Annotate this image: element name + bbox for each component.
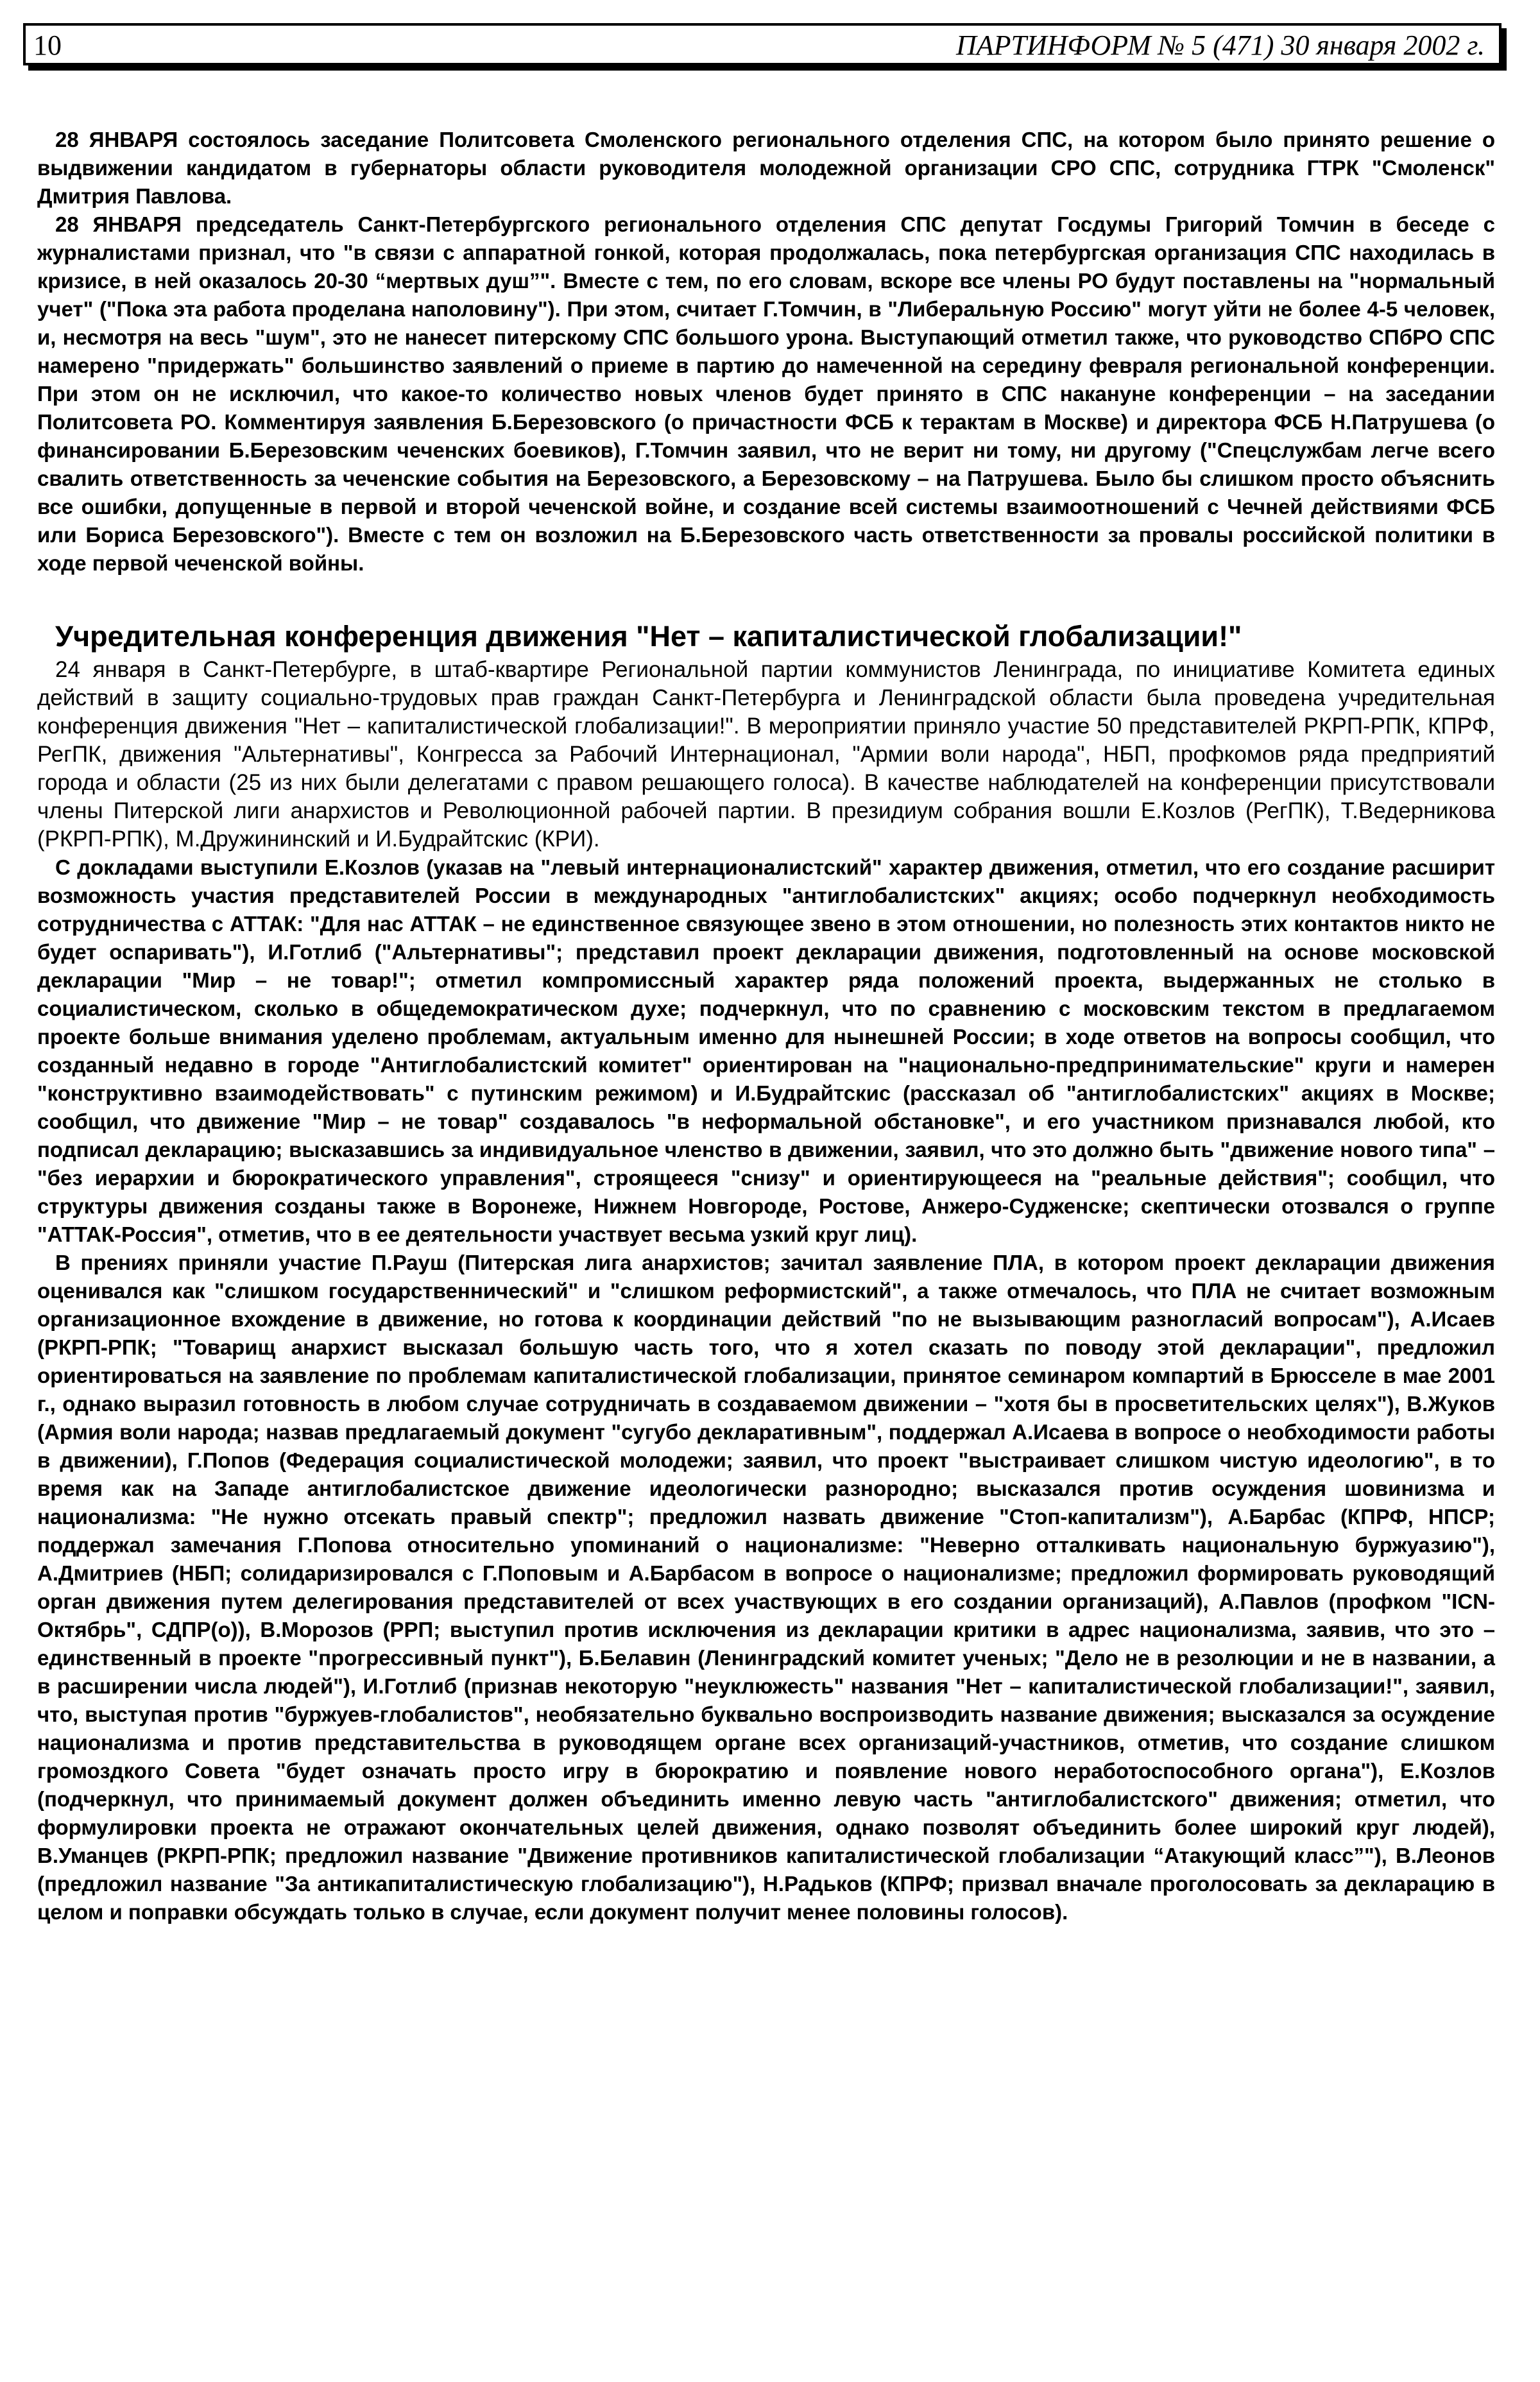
news-item-spb-tomchin: 28 ЯНВАРЯ председатель Санкт-Петербургского регионального отделения СПС депутат Госдумы Григорий Томчин в беседе с журналистами признал, что "в связи с аппаратной гонкой, которая продолжалась, пока петербургская организация СПС находилась в кризисе, в ней оказалось 20-30 “мертвых душ”". Вместе с тем, по его словам, вскоре все члены РО будут поставлены на "нормальный учет" ("Пока эта работа проделана наполовину"). При этом, считает Г.Томчин, в "Либеральную Россию" могут уйти не более 4-5 человек, и, несмотря на весь "шум", это не нанесет питерскому СПС большого урона. Выступающий отметил также, что руководство СПбРО СПС намерено "придержать" большинство заявлений о приеме в партию до намеченной на середину февраля региональной конференции. При этом он не исключил, что какое-то количество новых членов будет принято в СПС накануне конференции – на заседании Политсовета РО. Комментируя заявления Б.Березовского (о причастности ФСБ к терактам в Москве) и директора ФСБ Н.Патрушева (о финансировании Б.Березовским чеченских боевиков), Г.Томчин заявил, что не верит ни тому, ни другому ("Спецслужбам легче всего свалить ответственность за чеченские события на Березовского, а Березовскому – на Патрушева. Было бы слишком просто объяснить все ошибки, допущенные в первой и второй чеченской войне, и создание всей системы взаимоотношений с Чечней действиями ФСБ или Бориса Березовского"). Вместе с тем он возложил на Б.Березовского часть ответственности за провалы российской политики в ходе первой чеченской войны. bbox=[37, 212, 1495, 575]
page-header bbox=[23, 23, 1502, 65]
page-number: 10 bbox=[33, 30, 62, 61]
conference-debate-paragraph: В прениях приняли участие П.Рауш (Питерская лига анархистов; зачитал заявление ПЛА, в котором проект декларации движения оценивался как "слишком государственнический" и "слишком реформистский", а также отмечалось, что ПЛА не считает возможным организационное вхождение в движение, но готова к координации действий "по не вызывающим разногласий вопросам"), А.Исаев (РКРП-РПК; "Товарищ анархист высказал большую часть того, что я хотел сказать по поводу этой декларации", предложил ориентироваться на заявление по проблемам капиталистической глобализации, принятое семинаром компартий в Брюсселе в мае 2001 г., однако выразил готовность в любом случае сотрудничать в создаваемом движении – "хотя бы в просветительских целях"), В.Жуков (Армия воли народа; назвав предлагаемый документ "сугубо декларативным", поддержал А.Исаева в вопросе о необходимости работы в движении), Г.Попов (Федерация социалистической молодежи; заявил, что проект "выстраивает слишком чистую идеологию", в то время как на Западе антиглобалистское движение идеологически разнородно; высказался против осуждения шовинизма и национализма: "Не нужно отсекать правый спектр"; предложил назвать движение "Стоп-капитализм"), А.Барбас (КПРФ, НПСР; поддержал замечания Г.Попова относительно упоминаний о национализме: "Неверно отталкивать национальную буржуазию"), А.Дмитриев (НБП; солидаризировался с Г.Поповым и А.Барбасом в вопросе о национализме; предложил формировать руководящий орган движения путем делегирования представителей от всех участвующих в его создании организаций), А.Павлов (профком "ICN-Октябрь", СДПР(о)), В.Морозов (РРП; выступил против исключения из декларации критики в адрес национализма, заявив, что это – единственный в проекте "прогрессивный пункт"), Б.Белавин (Ленинградский комитет ученых; "Дело не в резолюции и не в названии, а в расширении числа людей"), И.Готлиб (признав некоторую "неуклюжесть" названия "Нет – капиталистической глобализации!", заявил, что, выступая против "буржуев-глобалистов", необязательно буквально воспроизводить название движения; высказался за осуждение национализма и против представительства в руководящем органе всех организаций-участников, отметив, что создание слишком громоздкого Совета "будет означать просто игру в бюрократию и появление нового неработоспособного органа"), Е.Козлов (подчеркнул, что принимаемый документ должен объединить именно левую часть "антиглобалистского" движения; отметил, что формулировки проекта не отражают окончательных целей движения, однако позволят объединить более широкий круг людей), В.Уманцев (РКРП-РПК; предложил название "Движение противников капиталистической глобализации “Атакующий класс”"), В.Леонов (предложил название "За антикапиталистическую глобализацию"), Н.Радьков (КПРФ; призвал вначале проголосовать за декларацию в целом и поправки обсуждать только в случае, если документ получит менее половины голосов). bbox=[37, 1251, 1495, 1924]
conference-reports-paragraph: С докладами выступили Е.Козлов (указав на "левый интернационалистский" характер движения, отметил, что его создание расширит возможность участия представителей России в международных "антиглобалистских" акциях; особо подчеркнул необходимость сотрудничества с АТТАК: "Для нас АТТАК – не единственное связующее звено в этом отношении, но полезность этих контактов никто не будет оспаривать"), И.Готлиб ("Альтернативы"; представил проект декларации движения, подготовленный на основе московской декларации "Мир – не товар!"; отметил компромиссный характер ряда положений проекта, выдержанных не столько в социалистическом, сколько в общедемократическом духе; подчеркнул, что по сравнению с московским текстом в предлагаемом проекте больше внимания уделено проблемам, актуальным именно для нынешней России; в ходе ответов на вопросы сообщил, что созданный недавно в городе "Антиглобалистский комитет" ориентирован на "национально-предпринимательские" круги и намерен "конструктивно взаимодействовать" с путинским режимом) и И.Будрайтскис (рассказал об "антиглобалистских" акциях в Москве; сообщил, что движение "Мир – не товар" создавалось "в неформальной обстановке", и его участником признавался любой, кто подписал декларацию; высказавшись за индивидуальное членство в движении, заявил, что это должно быть "движение нового типа" – "без иерархии и бюрократического управления", строящееся "снизу" и ориентирующееся на "реальные действия"; сообщил, что структуры движения созданы также в Воронеже, Нижнем Новгороде, Ростове, Анжеро-Судженске; скептически отозвался о группе "АТТАК-Россия", отметив, что в ее деятельности участвует весьма узкий круг лиц). bbox=[37, 855, 1495, 1246]
conference-intro-paragraph: 24 января в Санкт-Петербурге, в штаб-квартире Региональной партии коммунистов Ленинграда, по инициативе Комитета единых действий в защиту социально-трудовых прав граждан Санкт-Петербурга и Ленинградской области была проведена учредительная конференция движения "Нет – капиталистической глобализации!". В мероприятии приняло участие 50 представителей РКРП-РПК, КПРФ, РегПК, движения "Альтернативы", Конгресса за Рабочий Интернационал, "Армии воли народа", НБП, профкомов ряда предприятий города и области (25 из них были делегатами с правом решающего голоса). В качестве наблюдателей на конференции присутствовали члены Питерской лиги анархистов и Революционной рабочей партии. В президиум собрания вошли Е.Козлов (РегПК), Т.Ведерникова (РКРП-РПК), М.Дружининский и И.Будрайтскис (КРИ). bbox=[37, 657, 1495, 852]
news-item-smolensk: 28 ЯНВАРЯ состоялось заседание Политсовета Смоленского регионального отделения СПС, на котором было принято решение о выдвижении кандидатом в губернаторы области руководителя молодежной организации СРО СПС, сотрудника ГТРК "Смоленск" Дмитрия Павлова. bbox=[37, 128, 1495, 208]
article-body bbox=[37, 126, 1495, 1926]
publication-title: ПАРТИНФОРМ № 5 (471) 30 января 2002 г. bbox=[955, 30, 1485, 61]
section-heading: Учредительная конференция движения "Нет – капиталистической глобализации!" bbox=[55, 620, 1242, 653]
